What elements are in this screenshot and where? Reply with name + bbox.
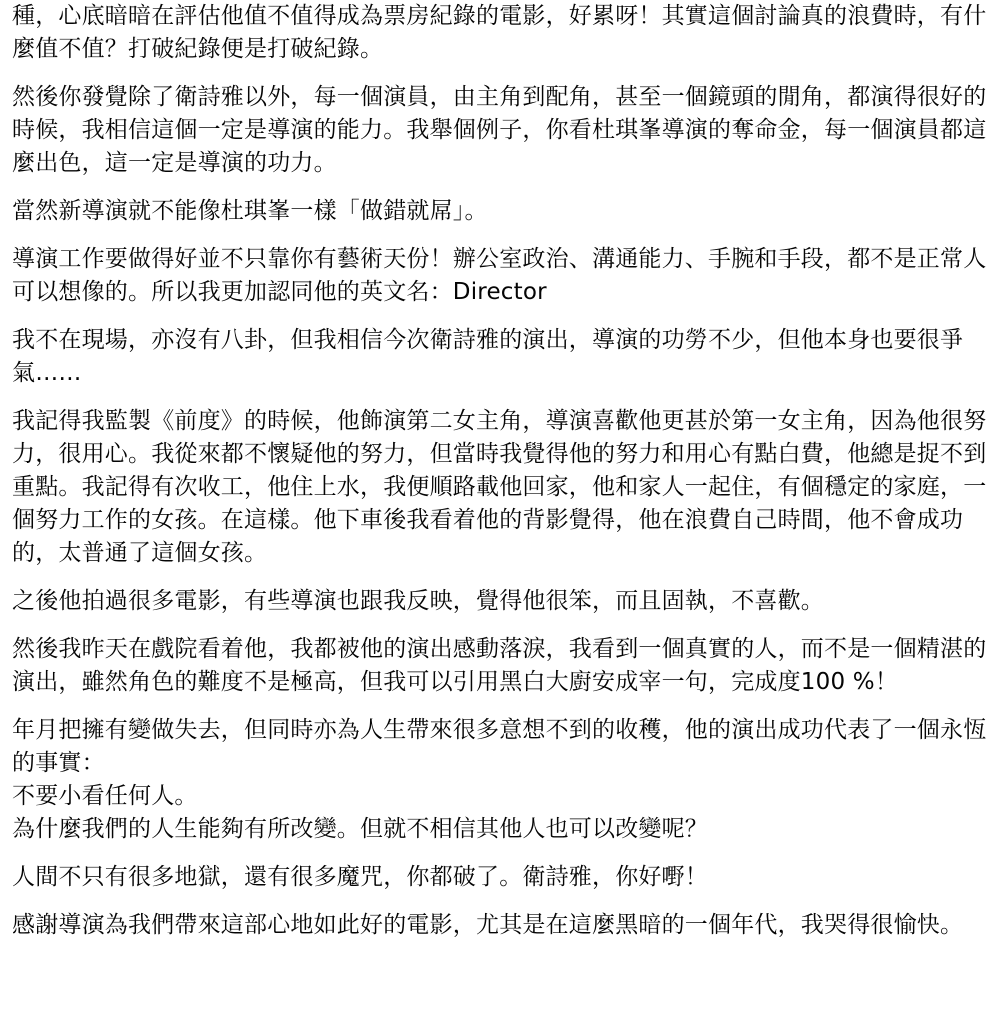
paragraph-5: 我不在現場，亦沒有八卦，但我相信今次衛詩雅的演出，導演的功勞不少，但他本身也要很爭氣…… [12,327,964,386]
paragraph-9: 年月把擁有變做失去，但同時亦為人生帶來很多意想不到的收穫，他的演出成功代表了一個永恆的事實： 不要小看任何人。 為什麼我們的人生能夠有所改變。但就不相信其他人也可以改變呢？ [12,717,987,842]
paragraph-1: 種，心底暗暗在評估他值不值得成為票房紀錄的電影，好累呀！其實這個討論真的浪費時，有什麼值不值？打破紀錄便是打破紀錄。 [12,3,987,62]
paragraph-11: 感謝導演為我們帶來這部心地如此好的電影，尤其是在這麼黑暗的一個年代，我哭得很愉快。 [12,912,964,938]
post-body-text [12,0,996,1023]
paragraph-7: 之後他拍過很多電影，有些導演也跟我反映，覺得他很笨，而且固執，不喜歡。 [12,588,824,614]
paragraph-4: 導演工作要做得好並不只靠你有藝術天份！辦公室政治、溝通能力、手腕和手段，都不是正常人可以想像的。所以我更加認同他的英文名：Director [12,246,987,305]
paragraph-8: 然後我昨天在戲院看着他，我都被他的演出感動落淚，我看到一個真實的人，而不是一個精湛的演出，雖然角色的難度不是極高，但我可以引用黑白大廚安成宰一句，完成度100 %！ [12,636,987,695]
paragraph-2: 然後你發覺除了衛詩雅以外，每一個演員，由主角到配角，甚至一個鏡頭的閒角，都演得很好的時候，我相信這個一定是導演的能力。我舉個例子，你看杜琪峯導演的奪命金，每一個演員都這麼出色，這一定是導演的功力。 [12,84,987,176]
paragraph-10: 人間不只有很多地獄，還有很多魔咒，你都破了。衛詩雅，你好嘢！ [12,864,708,890]
paragraph-6: 我記得我監製《前度》的時候，他飾演第二女主角，導演喜歡他更甚於第一女主角，因為他很努力，很用心。我從來都不懷疑他的努力，但當時我覺得他的努力和用心有點白費，他總是捉不到重點。我記得有次收工，他住上水，我便順路載他回家，他和家人一起住，有個穩定的家庭，一個努力工作的女孩。在這樣。他下車後我看着他的背影覺得，他在浪費自己時間，他不會成功的，太普通了這個女孩。 [12,408,987,566]
paragraph-3: 當然新導演就不能像杜琪峯一樣「做錯就屌」。 [12,198,488,224]
